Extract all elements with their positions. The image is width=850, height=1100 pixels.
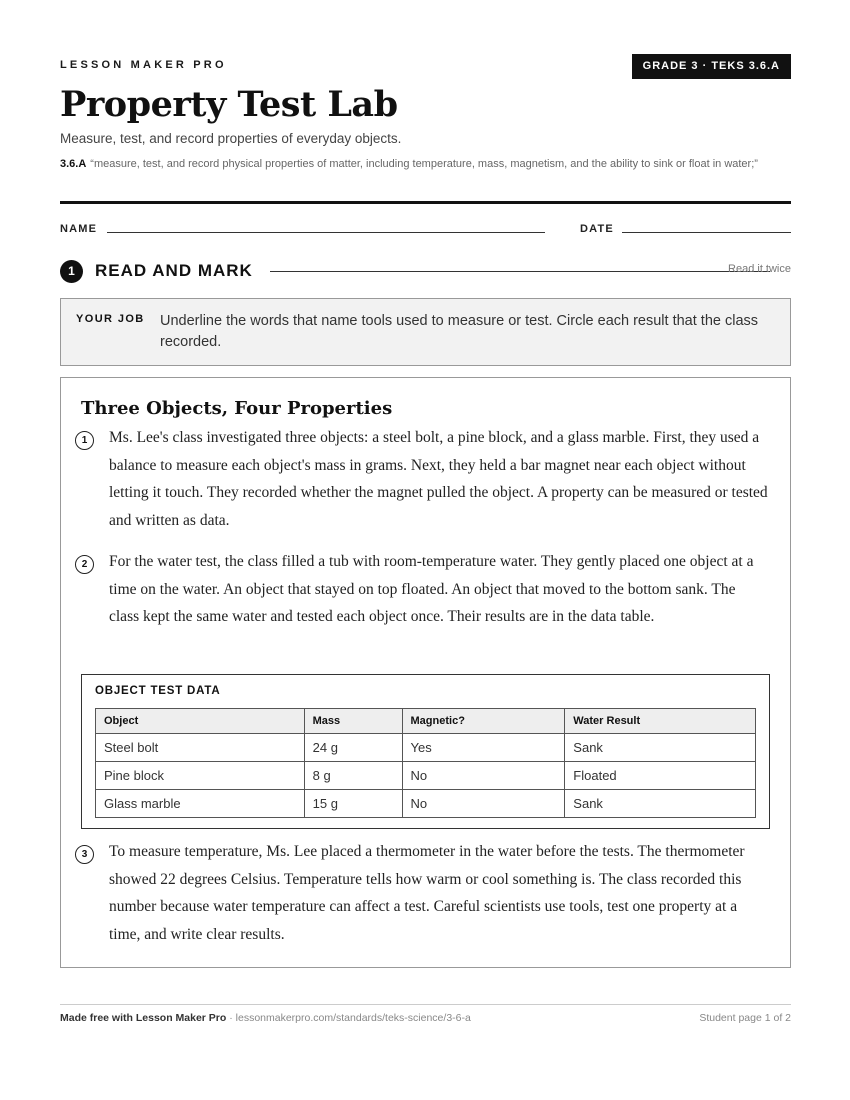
name-label: NAME <box>60 223 98 235</box>
standard-statement <box>60 156 785 173</box>
footer-page-number: Student page 1 of 2 <box>699 1012 791 1024</box>
paragraph-text: Ms. Lee's class investigated three objects: a steel bolt, a pine block, and a glass marble. First, they used a balance to measure each object's mass in grams. Next, they held a bar magnet near each object without letting it touch. They recorded whether the magnet pulled the object. A property can be measured or tested and written as data. <box>109 429 768 530</box>
table-cell: Glass marble <box>96 790 305 818</box>
table-cell: Sank <box>565 790 756 818</box>
paragraph-text: To measure temperature, Ms. Lee placed a thermometer in the water before the tests. The thermometer showed 22 degrees Celsius. Temperature tells how warm or cool something is. The class recorded this number because water temperature can affect a test. Careful scientists use tools, test one property at a time, and write clear results. <box>109 843 745 944</box>
table-cell: 24 g <box>304 734 402 762</box>
table-cell: Floated <box>565 762 756 790</box>
table-cell: Sank <box>565 734 756 762</box>
standard-code: 3.6.A <box>60 158 87 170</box>
date-field[interactable] <box>622 232 791 233</box>
footer-credit <box>60 1012 471 1024</box>
column-header: Object <box>96 709 305 734</box>
section-hint: Read it twice <box>728 263 791 275</box>
paragraph-text: For the water test, the class filled a tub with room-temperature water. They gently placed one object at a time on the water. An object that stayed on top floated. An object that moved to the bottom sank. The class kept the same water and tested each object once. Their results are in the data table. <box>109 553 754 626</box>
reading-passage-box <box>60 377 791 968</box>
column-header: Magnetic? <box>402 709 565 734</box>
table-title: OBJECT TEST DATA <box>95 685 221 697</box>
table-header-row <box>96 709 756 734</box>
section-title: READ AND MARK <box>95 261 253 280</box>
object-test-table <box>95 708 756 818</box>
table-row <box>96 734 756 762</box>
standard-text: “measure, test, and record physical properties of matter, including temperature, mass, magnetism, and the ability to sink or float in water;” <box>90 158 758 170</box>
job-label: YOUR JOB <box>76 313 145 325</box>
job-instructions-box <box>60 298 791 366</box>
paragraph-number: 1 <box>75 431 94 450</box>
data-table-box <box>81 674 770 829</box>
paragraph-number: 2 <box>75 555 94 574</box>
page-title: Property Test Lab <box>60 84 398 125</box>
table-cell: Steel bolt <box>96 734 305 762</box>
table-cell: Yes <box>402 734 565 762</box>
section-divider <box>270 271 770 272</box>
date-label: DATE <box>580 223 614 235</box>
table-cell: Pine block <box>96 762 305 790</box>
worksheet-page <box>60 0 791 1100</box>
table-cell: 15 g <box>304 790 402 818</box>
brand-name: LESSON MAKER PRO <box>60 59 227 71</box>
table-cell: No <box>402 790 565 818</box>
section-number-badge: 1 <box>60 260 83 283</box>
table-cell: 8 g <box>304 762 402 790</box>
grade-badge: GRADE 3 · TEKS 3.6.A <box>632 54 791 79</box>
table-row <box>96 790 756 818</box>
column-header: Mass <box>304 709 402 734</box>
header-divider <box>60 201 791 204</box>
footer-divider <box>60 1004 791 1005</box>
reading-title: Three Objects, Four Properties <box>81 398 393 419</box>
footer-url[interactable]: · lessonmakerpro.com/standards/teks-science/3-6-a <box>226 1012 471 1024</box>
table-row <box>96 762 756 790</box>
paragraph-number: 3 <box>75 845 94 864</box>
table-cell: No <box>402 762 565 790</box>
name-field[interactable] <box>107 232 545 233</box>
job-text: Underline the words that name tools used to measure or test. Circle each result that the class recorded. <box>160 313 759 350</box>
footer-made-by: Made free with Lesson Maker Pro <box>60 1012 227 1024</box>
page-subtitle: Measure, test, and record properties of everyday objects. <box>60 131 402 146</box>
column-header: Water Result <box>565 709 756 734</box>
